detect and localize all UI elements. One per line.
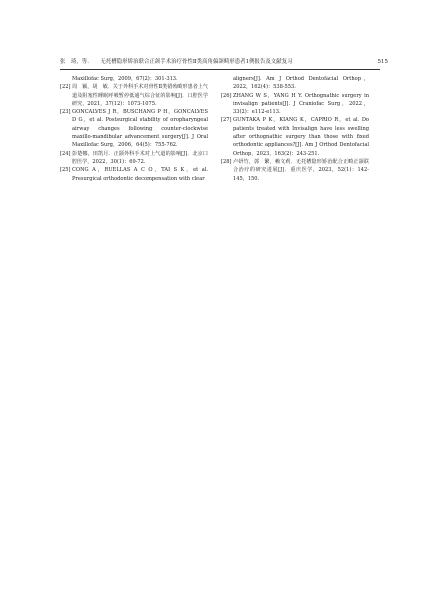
header-rule — [60, 69, 380, 70]
reference-text: aligners[J]. Am J Orthod Dentofacial Orthop，2022，162(4)：538-553. — [233, 76, 369, 91]
reference-number: [23] — [60, 109, 71, 116]
header-authors: 张 琦，等． — [60, 59, 93, 65]
reference-number: [28] — [221, 158, 232, 165]
reference-text: CONG A，RUELLAS A C O，TAI S K，et al. Presurgical orthodontic decompensation with clear — [72, 167, 208, 182]
reference-number: [22] — [60, 84, 71, 91]
reference-item — [60, 108, 208, 149]
reference-text: GONCALVES J R，BUSCHANG P H，GONCALVES D G，et al. Postsurgical stability of oropharyngeal airway changes following counter-clockwise maxillo-mandibular advancement surgery[J]. J Oral Maxillofac Surg，2006，64(5)：755-762. — [72, 109, 208, 149]
reference-item — [60, 166, 208, 183]
reference-item — [221, 158, 369, 183]
header-title: 无托槽隐形矫治联合正颌手术治疗骨性Ⅱ类高角偏颌畸形患者1例报告及文献复习 — [100, 59, 293, 65]
reference-item — [221, 75, 369, 92]
reference-text: 彭楚娜，田凯月．正颌外科手术对上气道的影响[J]．北京口腔医学，2022，30(1)：69-72. — [72, 150, 208, 165]
reference-number: [24] — [60, 150, 71, 157]
reference-column-right — [221, 75, 369, 183]
reference-text: 周 颖，胡 敏．关于外科手术对骨性Ⅱ类错殆畸形患者上气道及阻塞性睡眠呼吸暂停低通气综合征的影响[J]．口腔医学研究，2021，37(12)：1073-1075. — [72, 84, 208, 107]
reference-item — [221, 92, 369, 117]
reference-text: 卢妍竹，郭 繁，赖文莉．无托槽隐形矫治配合正畸正颌联合治疗的研究进展[J]．重庆医学，2023，52(1)：142-145，150. — [233, 158, 369, 182]
reference-item — [221, 116, 369, 157]
reference-number: [25] — [60, 167, 71, 174]
reference-number: [27] — [221, 117, 232, 124]
page-number: 515 — [377, 59, 388, 65]
reference-number: [26] — [221, 92, 232, 99]
reference-item — [60, 75, 208, 83]
reference-item — [60, 150, 208, 167]
reference-item — [60, 83, 208, 108]
reference-text: Maxillofac Surg，2009，67(2)：301-313. — [72, 76, 178, 82]
reference-column-left — [60, 75, 208, 183]
reference-text: ZHANG W S，YANG H Y. Orthognathic surgery in invisalign patients[J]. J Craniofac Surg，2022，33(2)：e112-e113. — [233, 92, 369, 116]
running-header — [60, 59, 388, 66]
reference-text: GUNTAKA P K，KIANG K，CAPRIO R，et al. Do patients treated with Invisalign have less swelling after orthognathic surgery than those with fixed orthodontic appliances?[J]. Am J Orthod Dentofacial Orthop，2023，163(2)：243-251. — [233, 117, 369, 157]
